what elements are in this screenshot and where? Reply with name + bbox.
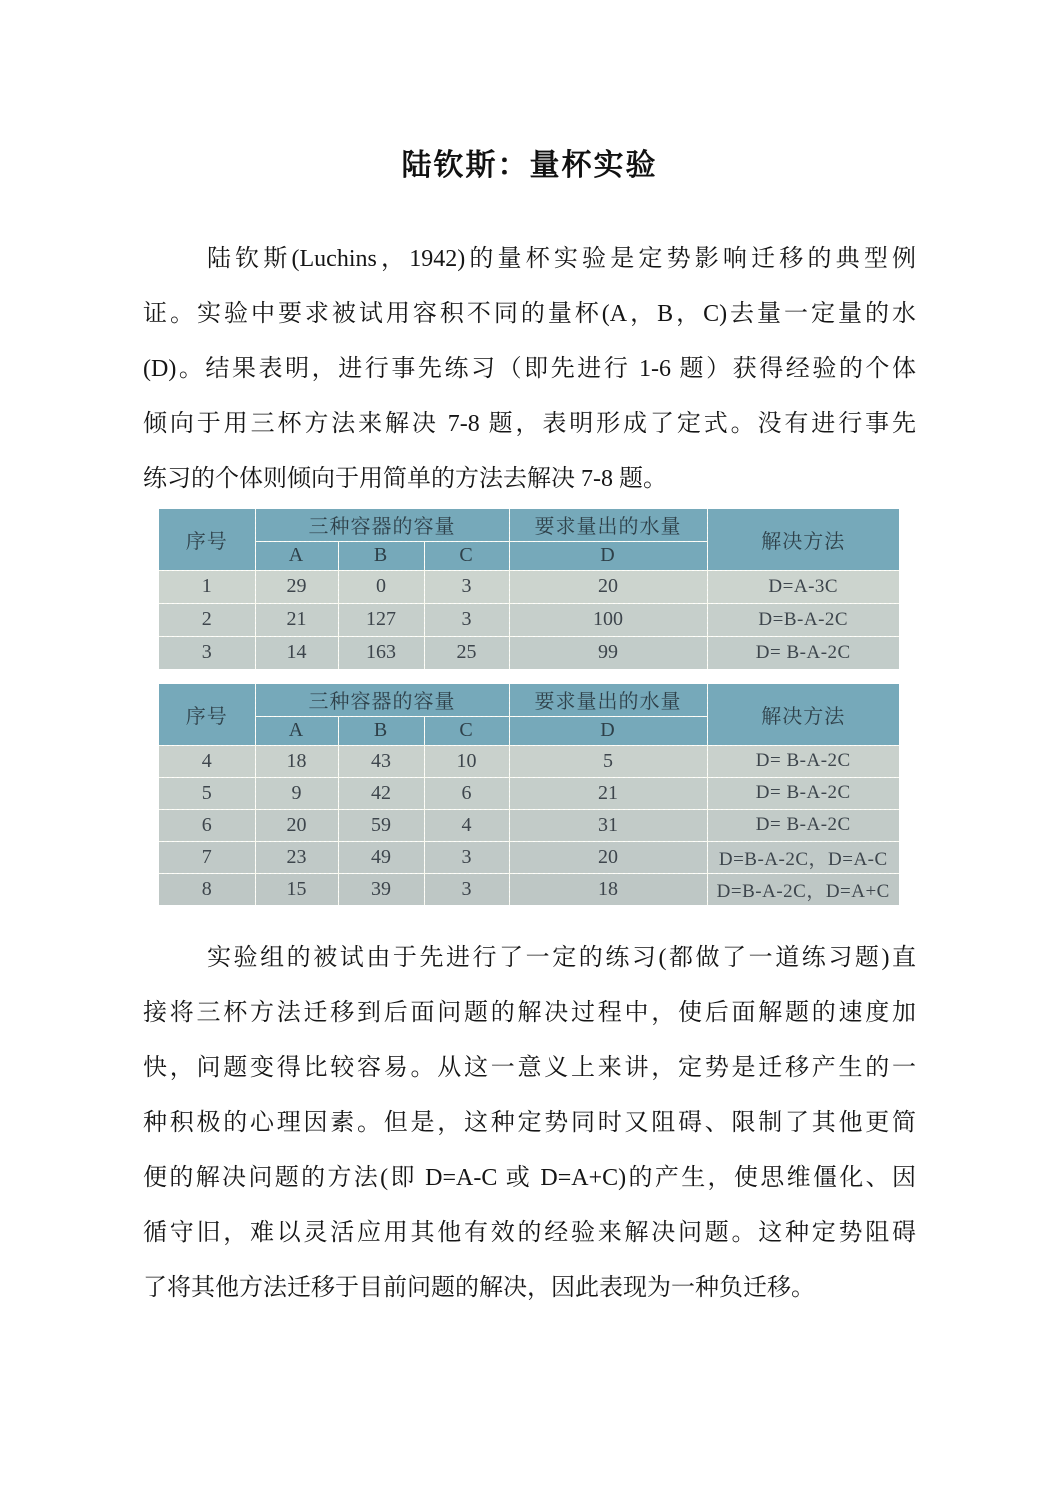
text-line: 接将三杯方法迁移到后面问题的解决过程中，使后面解题的速度加 xyxy=(143,1000,916,1026)
header-col-c: C xyxy=(424,541,509,570)
cell-solution: D= B-A-2C xyxy=(707,809,899,841)
cell-b: 39 xyxy=(338,873,424,905)
text-line: 循守旧，难以灵活应用其他有效的经验来解决问题。这种定势阻碍 xyxy=(143,1220,916,1246)
cell-a: 15 xyxy=(255,873,338,905)
header-col-c: C xyxy=(424,716,509,745)
cell-b: 43 xyxy=(338,745,424,777)
test-problems-table xyxy=(159,684,916,905)
text-line: 练习的个体则倾向于用简单的方法去解决 7-8 题。 xyxy=(143,466,667,492)
cell-d: 18 xyxy=(509,873,707,905)
cell-no: 3 xyxy=(159,636,255,669)
cell-c: 3 xyxy=(424,841,509,873)
cell-b: 127 xyxy=(338,603,424,636)
cell-d: 5 xyxy=(509,745,707,777)
text-line: 证。实验中要求被试用容积不同的量杯(A，B，C)去量一定量的水 xyxy=(143,301,916,327)
header-required-group: 要求量出的水量 xyxy=(509,509,707,541)
text-line: 快，问题变得比较容易。从这一意义上来讲，定势是迁移产生的一 xyxy=(143,1055,916,1081)
cell-c: 3 xyxy=(424,570,509,603)
cell-d: 20 xyxy=(509,841,707,873)
page-title: 陆钦斯：量杯实验 xyxy=(401,149,658,182)
cell-a: 23 xyxy=(255,841,338,873)
header-required-group: 要求量出的水量 xyxy=(509,684,707,716)
text-line: 便的解决问题的方法(即 D=A-C 或 D=A+C)的产生，使思维僵化、因 xyxy=(143,1165,916,1191)
cell-b: 163 xyxy=(338,636,424,669)
table-row xyxy=(159,745,899,777)
cell-a: 14 xyxy=(255,636,338,669)
cell-no: 6 xyxy=(159,809,255,841)
cell-c: 10 xyxy=(424,745,509,777)
cell-c: 3 xyxy=(424,873,509,905)
table-row xyxy=(159,809,899,841)
cell-b: 42 xyxy=(338,777,424,809)
cell-a: 20 xyxy=(255,809,338,841)
cell-solution: D=B-A-2C xyxy=(707,603,899,636)
cell-no: 2 xyxy=(159,603,255,636)
practice-problems-table xyxy=(159,509,916,669)
intro-paragraph xyxy=(143,232,916,507)
cell-a: 21 xyxy=(255,603,338,636)
cell-c: 4 xyxy=(424,809,509,841)
cell-c: 6 xyxy=(424,777,509,809)
cell-a: 29 xyxy=(255,570,338,603)
cell-a: 18 xyxy=(255,745,338,777)
discussion-paragraph xyxy=(143,931,916,1316)
text-line: 了将其他方法迁移于目前问题的解决，因此表现为一种负迁移。 xyxy=(143,1275,815,1301)
cell-c: 25 xyxy=(424,636,509,669)
header-col-d: D xyxy=(509,716,707,745)
cell-b: 49 xyxy=(338,841,424,873)
table-row xyxy=(159,873,899,905)
table-row xyxy=(159,841,899,873)
cell-b: 59 xyxy=(338,809,424,841)
cell-b: 0 xyxy=(338,570,424,603)
header-col-d: D xyxy=(509,541,707,570)
cell-no: 4 xyxy=(159,745,255,777)
cell-solution: D=B-A-2C，D=A+C xyxy=(707,873,899,905)
header-containers-group: 三种容器的容量 xyxy=(255,684,509,716)
header-col-a: A xyxy=(255,541,338,570)
cell-d: 100 xyxy=(509,603,707,636)
cell-no: 5 xyxy=(159,777,255,809)
table-row xyxy=(159,603,899,636)
cell-no: 8 xyxy=(159,873,255,905)
header-index: 序号 xyxy=(159,684,255,745)
cell-solution: D= B-A-2C xyxy=(707,636,899,669)
data-table xyxy=(159,684,899,905)
cell-d: 31 xyxy=(509,809,707,841)
table-row xyxy=(159,777,899,809)
text-line: 实验组的被试由于先进行了一定的练习(都做了一道练习题)直 xyxy=(207,945,916,971)
text-line: (D)。结果表明，进行事先练习（即先进行 1-6 题）获得经验的个体 xyxy=(143,356,916,382)
cell-solution: D= B-A-2C xyxy=(707,777,899,809)
data-table xyxy=(159,509,899,669)
text-line: 倾向于用三杯方法来解决 7-8 题，表明形成了定式。没有进行事先 xyxy=(143,411,916,437)
header-solution: 解决方法 xyxy=(707,684,899,745)
cell-solution: D= B-A-2C xyxy=(707,745,899,777)
text-line: 陆钦斯(Luchins，1942)的量杯实验是定势影响迁移的典型例 xyxy=(207,246,916,272)
cell-d: 21 xyxy=(509,777,707,809)
cell-no: 7 xyxy=(159,841,255,873)
cell-no: 1 xyxy=(159,570,255,603)
cell-d: 20 xyxy=(509,570,707,603)
cell-solution: D=A-3C xyxy=(707,570,899,603)
header-solution: 解决方法 xyxy=(707,509,899,570)
header-index: 序号 xyxy=(159,509,255,570)
header-col-b: B xyxy=(338,716,424,745)
header-col-a: A xyxy=(255,716,338,745)
cell-solution: D=B-A-2C，D=A-C xyxy=(707,841,899,873)
table-row xyxy=(159,636,899,669)
header-col-b: B xyxy=(338,541,424,570)
cell-a: 9 xyxy=(255,777,338,809)
cell-d: 99 xyxy=(509,636,707,669)
cell-c: 3 xyxy=(424,603,509,636)
header-containers-group: 三种容器的容量 xyxy=(255,509,509,541)
table-row xyxy=(159,570,899,603)
text-line: 种积极的心理因素。但是，这种定势同时又阻碍、限制了其他更简 xyxy=(143,1110,916,1136)
